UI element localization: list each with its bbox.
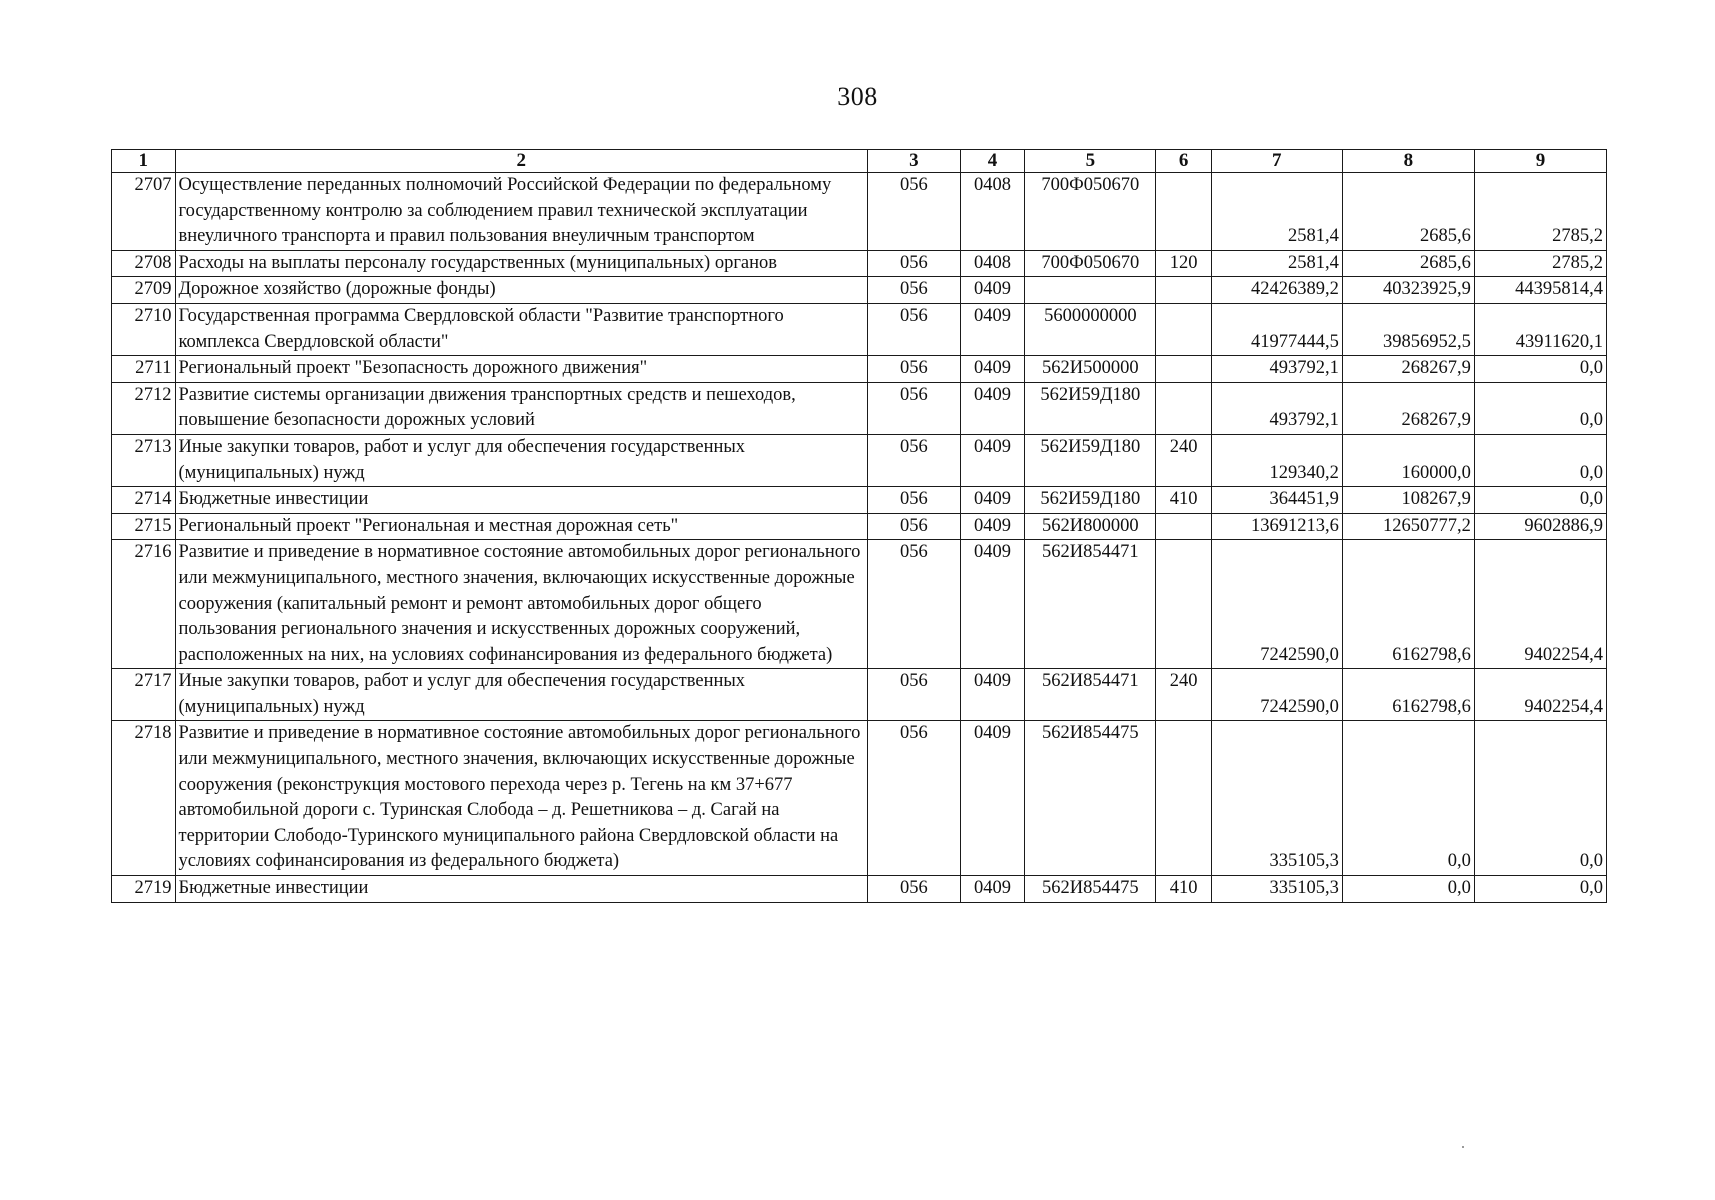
table-row bbox=[112, 669, 1607, 721]
row-col-9: 9602886,9 bbox=[1474, 513, 1606, 540]
row-col-6 bbox=[1156, 277, 1211, 304]
row-col-7: 7242590,0 bbox=[1211, 540, 1342, 669]
row-name: Бюджетные инвестиции bbox=[175, 487, 868, 514]
row-col-8: 2685,6 bbox=[1342, 250, 1474, 277]
row-number: 2719 bbox=[112, 876, 176, 903]
table-row bbox=[112, 250, 1607, 277]
row-col-7: 7242590,0 bbox=[1211, 669, 1342, 721]
row-col-6: 240 bbox=[1156, 669, 1211, 721]
row-col-6: 120 bbox=[1156, 250, 1211, 277]
row-col-8: 268267,9 bbox=[1342, 382, 1474, 434]
row-col-3: 056 bbox=[868, 250, 961, 277]
row-col-5 bbox=[1025, 277, 1156, 304]
row-col-5: 562И800000 bbox=[1025, 513, 1156, 540]
row-col-6 bbox=[1156, 356, 1211, 383]
table-row bbox=[112, 876, 1607, 903]
header-col-3: 3 bbox=[868, 150, 961, 173]
table-row bbox=[112, 513, 1607, 540]
row-col-8: 39856952,5 bbox=[1342, 303, 1474, 355]
row-col-8: 12650777,2 bbox=[1342, 513, 1474, 540]
row-name: Развитие и приведение в нормативное состояние автомобильных дорог регионального или межмуниципального, местного значения, включающих искусственные дорожные сооружения (реконструкция мостового перехода через р. Тегень на км 37+677 автомобильной дороги с. Туринская Слобода – д. Решетникова – д. Сагай на территории Слободо-Туринского муниципального района Свердловской области на условиях софинансирования из федерального бюджета) bbox=[175, 721, 868, 876]
row-col-4: 0409 bbox=[960, 303, 1025, 355]
table-row bbox=[112, 382, 1607, 434]
row-col-6 bbox=[1156, 540, 1211, 669]
row-col-9: 2785,2 bbox=[1474, 173, 1606, 251]
header-col-2: 2 bbox=[175, 150, 868, 173]
table-row bbox=[112, 721, 1607, 876]
row-col-4: 0409 bbox=[960, 721, 1025, 876]
row-name: Иные закупки товаров, работ и услуг для обеспечения государственных (муниципальных) нужд bbox=[175, 434, 868, 486]
row-col-8: 6162798,6 bbox=[1342, 669, 1474, 721]
budget-table bbox=[111, 149, 1607, 903]
row-col-3: 056 bbox=[868, 382, 961, 434]
row-col-9: 0,0 bbox=[1474, 721, 1606, 876]
table-row bbox=[112, 173, 1607, 251]
row-col-3: 056 bbox=[868, 434, 961, 486]
row-name: Развитие и приведение в нормативное состояние автомобильных дорог регионального или межмуниципального, местного значения, включающих искусственные дорожные сооружения (капитальный ремонт и ремонт автомобильных дорог общего пользования регионального значения и искусственных дорожных сооружений, расположенных на них, на условиях софинансирования из федерального бюджета) bbox=[175, 540, 868, 669]
row-name: Региональный проект "Региональная и местная дорожная сеть" bbox=[175, 513, 868, 540]
row-name: Развитие системы организации движения транспортных средств и пешеходов, повышение безопасности дорожных условий bbox=[175, 382, 868, 434]
table-row bbox=[112, 540, 1607, 669]
table-row bbox=[112, 303, 1607, 355]
header-col-7: 7 bbox=[1211, 150, 1342, 173]
row-number: 2707 bbox=[112, 173, 176, 251]
row-col-3: 056 bbox=[868, 277, 961, 304]
table-row bbox=[112, 277, 1607, 304]
row-name: Государственная программа Свердловской области "Развитие транспортного комплекса Свердловской области" bbox=[175, 303, 868, 355]
scan-speck bbox=[1462, 1146, 1464, 1148]
row-col-3: 056 bbox=[868, 669, 961, 721]
table-body bbox=[112, 173, 1607, 903]
header-col-1: 1 bbox=[112, 150, 176, 173]
row-col-5: 562И854475 bbox=[1025, 721, 1156, 876]
row-col-6 bbox=[1156, 303, 1211, 355]
row-col-6 bbox=[1156, 513, 1211, 540]
row-col-9: 0,0 bbox=[1474, 382, 1606, 434]
row-col-3: 056 bbox=[868, 876, 961, 903]
table-header bbox=[112, 150, 1607, 173]
row-col-9: 0,0 bbox=[1474, 356, 1606, 383]
row-col-5: 5600000000 bbox=[1025, 303, 1156, 355]
row-col-8: 0,0 bbox=[1342, 721, 1474, 876]
row-col-8: 40323925,9 bbox=[1342, 277, 1474, 304]
row-col-7: 335105,3 bbox=[1211, 721, 1342, 876]
header-col-5: 5 bbox=[1025, 150, 1156, 173]
table-row bbox=[112, 487, 1607, 514]
table-row bbox=[112, 434, 1607, 486]
row-col-5: 562И59Д180 bbox=[1025, 434, 1156, 486]
row-col-4: 0409 bbox=[960, 669, 1025, 721]
row-col-5: 562И854475 bbox=[1025, 876, 1156, 903]
row-col-4: 0409 bbox=[960, 277, 1025, 304]
row-col-3: 056 bbox=[868, 356, 961, 383]
row-col-9: 43911620,1 bbox=[1474, 303, 1606, 355]
row-col-7: 129340,2 bbox=[1211, 434, 1342, 486]
row-number: 2712 bbox=[112, 382, 176, 434]
row-col-7: 493792,1 bbox=[1211, 356, 1342, 383]
row-col-7: 41977444,5 bbox=[1211, 303, 1342, 355]
row-col-7: 364451,9 bbox=[1211, 487, 1342, 514]
row-col-4: 0409 bbox=[960, 513, 1025, 540]
row-number: 2717 bbox=[112, 669, 176, 721]
row-col-4: 0409 bbox=[960, 876, 1025, 903]
row-col-3: 056 bbox=[868, 513, 961, 540]
row-col-7: 2581,4 bbox=[1211, 173, 1342, 251]
row-col-8: 2685,6 bbox=[1342, 173, 1474, 251]
row-name: Осуществление переданных полномочий Российской Федерации по федеральному государственному контролю за соблюдением правил технической эксплуатации внеуличного транспорта и правил пользования внеуличным транспортом bbox=[175, 173, 868, 251]
header-col-8: 8 bbox=[1342, 150, 1474, 173]
row-col-5: 562И500000 bbox=[1025, 356, 1156, 383]
row-col-8: 160000,0 bbox=[1342, 434, 1474, 486]
row-number: 2711 bbox=[112, 356, 176, 383]
header-col-4: 4 bbox=[960, 150, 1025, 173]
row-col-6 bbox=[1156, 382, 1211, 434]
row-number: 2716 bbox=[112, 540, 176, 669]
row-col-8: 0,0 bbox=[1342, 876, 1474, 903]
row-col-6 bbox=[1156, 173, 1211, 251]
row-number: 2714 bbox=[112, 487, 176, 514]
row-col-3: 056 bbox=[868, 721, 961, 876]
row-number: 2708 bbox=[112, 250, 176, 277]
header-col-6: 6 bbox=[1156, 150, 1211, 173]
row-col-4: 0409 bbox=[960, 540, 1025, 669]
row-col-9: 9402254,4 bbox=[1474, 669, 1606, 721]
row-col-7: 335105,3 bbox=[1211, 876, 1342, 903]
row-col-4: 0409 bbox=[960, 382, 1025, 434]
row-col-5: 562И854471 bbox=[1025, 540, 1156, 669]
row-name: Иные закупки товаров, работ и услуг для обеспечения государственных (муниципальных) нужд bbox=[175, 669, 868, 721]
row-col-7: 13691213,6 bbox=[1211, 513, 1342, 540]
row-col-5: 700Ф050670 bbox=[1025, 173, 1156, 251]
row-col-6: 240 bbox=[1156, 434, 1211, 486]
row-col-5: 562И59Д180 bbox=[1025, 382, 1156, 434]
row-name: Дорожное хозяйство (дорожные фонды) bbox=[175, 277, 868, 304]
row-col-3: 056 bbox=[868, 540, 961, 669]
table-row bbox=[112, 356, 1607, 383]
row-number: 2715 bbox=[112, 513, 176, 540]
row-col-9: 0,0 bbox=[1474, 434, 1606, 486]
row-col-4: 0408 bbox=[960, 250, 1025, 277]
row-number: 2709 bbox=[112, 277, 176, 304]
row-col-9: 0,0 bbox=[1474, 876, 1606, 903]
row-col-3: 056 bbox=[868, 173, 961, 251]
row-col-4: 0408 bbox=[960, 173, 1025, 251]
row-col-9: 9402254,4 bbox=[1474, 540, 1606, 669]
row-col-4: 0409 bbox=[960, 434, 1025, 486]
row-name: Бюджетные инвестиции bbox=[175, 876, 868, 903]
row-col-5: 562И59Д180 bbox=[1025, 487, 1156, 514]
row-col-6 bbox=[1156, 721, 1211, 876]
row-col-7: 2581,4 bbox=[1211, 250, 1342, 277]
row-col-9: 44395814,4 bbox=[1474, 277, 1606, 304]
row-col-4: 0409 bbox=[960, 487, 1025, 514]
row-col-5: 700Ф050670 bbox=[1025, 250, 1156, 277]
row-col-8: 108267,9 bbox=[1342, 487, 1474, 514]
row-col-3: 056 bbox=[868, 303, 961, 355]
row-name: Региональный проект "Безопасность дорожного движения" bbox=[175, 356, 868, 383]
row-col-6: 410 bbox=[1156, 487, 1211, 514]
page-number: 308 bbox=[837, 82, 878, 111]
header-row bbox=[112, 150, 1607, 173]
row-col-9: 2785,2 bbox=[1474, 250, 1606, 277]
row-col-5: 562И854471 bbox=[1025, 669, 1156, 721]
row-col-7: 42426389,2 bbox=[1211, 277, 1342, 304]
row-number: 2718 bbox=[112, 721, 176, 876]
row-col-4: 0409 bbox=[960, 356, 1025, 383]
row-name: Расходы на выплаты персоналу государственных (муниципальных) органов bbox=[175, 250, 868, 277]
row-col-6: 410 bbox=[1156, 876, 1211, 903]
row-number: 2713 bbox=[112, 434, 176, 486]
header-col-9: 9 bbox=[1474, 150, 1606, 173]
row-col-7: 493792,1 bbox=[1211, 382, 1342, 434]
row-col-3: 056 bbox=[868, 487, 961, 514]
row-col-8: 6162798,6 bbox=[1342, 540, 1474, 669]
row-col-9: 0,0 bbox=[1474, 487, 1606, 514]
row-col-8: 268267,9 bbox=[1342, 356, 1474, 383]
row-number: 2710 bbox=[112, 303, 176, 355]
